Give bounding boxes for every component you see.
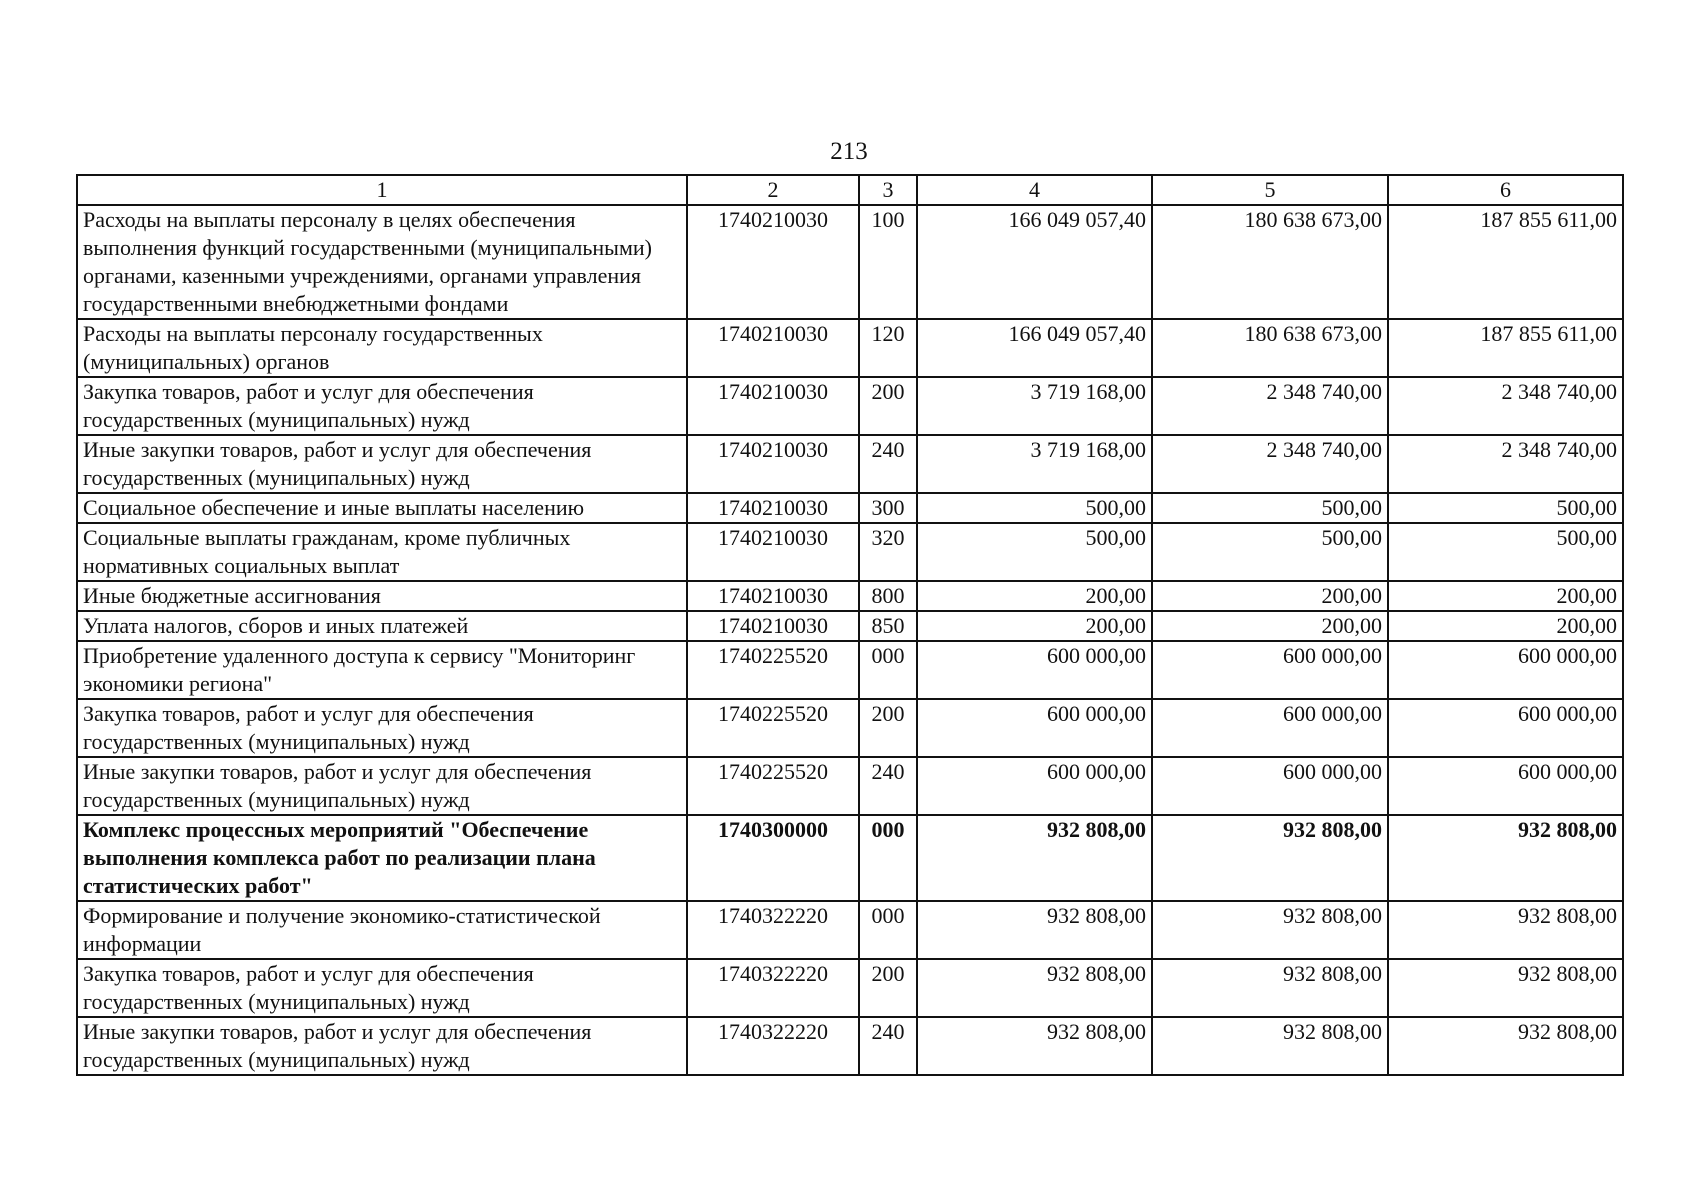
row-amount-col5: 200,00 [1152,611,1388,641]
row-expense-type: 240 [859,757,917,815]
row-amount-col6: 600 000,00 [1388,699,1623,757]
row-amount-col6: 932 808,00 [1388,1017,1623,1075]
table-row [77,959,1623,1017]
row-amount-col5: 600 000,00 [1152,757,1388,815]
row-target-code: 1740225520 [687,757,859,815]
row-target-code: 1740322220 [687,901,859,959]
row-amount-col5: 932 808,00 [1152,1017,1388,1075]
row-amount-col6: 600 000,00 [1388,641,1623,699]
table-row [77,523,1623,581]
row-target-code: 1740210030 [687,523,859,581]
row-amount-col5: 200,00 [1152,581,1388,611]
row-amount-col5: 500,00 [1152,523,1388,581]
row-amount-col4: 3 719 168,00 [917,377,1152,435]
row-expense-type: 320 [859,523,917,581]
row-amount-col5: 600 000,00 [1152,641,1388,699]
row-target-code: 1740210030 [687,205,859,319]
row-target-code: 1740210030 [687,435,859,493]
row-target-code: 1740225520 [687,699,859,757]
row-amount-col4: 932 808,00 [917,901,1152,959]
row-amount-col6: 932 808,00 [1388,901,1623,959]
row-expense-type: 100 [859,205,917,319]
table-row [77,377,1623,435]
row-amount-col6: 2 348 740,00 [1388,435,1623,493]
row-amount-col4: 3 719 168,00 [917,435,1152,493]
row-amount-col4: 200,00 [917,581,1152,611]
row-expense-type: 300 [859,493,917,523]
row-target-code: 1740210030 [687,377,859,435]
table-row [77,1017,1623,1075]
row-description: Закупка товаров, работ и услуг для обеспечения государственных (муниципальных) нужд [77,699,687,757]
row-description: Иные закупки товаров, работ и услуг для обеспечения государственных (муниципальных) нужд [77,435,687,493]
budget-table [76,174,1624,1076]
row-amount-col5: 180 638 673,00 [1152,205,1388,319]
row-description: Социальное обеспечение и иные выплаты населению [77,493,687,523]
row-amount-col4: 600 000,00 [917,757,1152,815]
row-target-code: 1740300000 [687,815,859,901]
row-target-code: 1740322220 [687,1017,859,1075]
row-amount-col6: 200,00 [1388,611,1623,641]
row-description: Иные закупки товаров, работ и услуг для обеспечения государственных (муниципальных) нужд [77,1017,687,1075]
row-amount-col6: 600 000,00 [1388,757,1623,815]
row-amount-col6: 200,00 [1388,581,1623,611]
row-amount-col4: 932 808,00 [917,815,1152,901]
row-amount-col6: 187 855 611,00 [1388,319,1623,377]
row-amount-col5: 2 348 740,00 [1152,377,1388,435]
table-row [77,699,1623,757]
row-description: Иные закупки товаров, работ и услуг для обеспечения государственных (муниципальных) нужд [77,757,687,815]
row-amount-col4: 166 049 057,40 [917,205,1152,319]
table-header-row [77,175,1623,205]
row-expense-type: 000 [859,815,917,901]
table-row [77,611,1623,641]
row-amount-col6: 500,00 [1388,523,1623,581]
row-expense-type: 200 [859,377,917,435]
row-expense-type: 240 [859,1017,917,1075]
row-expense-type: 200 [859,959,917,1017]
row-target-code: 1740210030 [687,581,859,611]
row-target-code: 1740210030 [687,319,859,377]
row-amount-col5: 2 348 740,00 [1152,435,1388,493]
table-row [77,641,1623,699]
row-amount-col4: 500,00 [917,493,1152,523]
row-amount-col4: 500,00 [917,523,1152,581]
row-description: Закупка товаров, работ и услуг для обеспечения государственных (муниципальных) нужд [77,377,687,435]
row-expense-type: 800 [859,581,917,611]
table-row [77,815,1623,901]
row-amount-col6: 932 808,00 [1388,959,1623,1017]
row-amount-col6: 187 855 611,00 [1388,205,1623,319]
row-description: Приобретение удаленного доступа к сервису "Мониторинг экономики региона" [77,641,687,699]
row-expense-type: 000 [859,901,917,959]
row-target-code: 1740322220 [687,959,859,1017]
table-row [77,757,1623,815]
column-header-4: 4 [917,175,1152,205]
row-description: Комплекс процессных мероприятий "Обеспечение выполнения комплекса работ по реализации плана статистических работ" [77,815,687,901]
table-row [77,493,1623,523]
row-amount-col4: 600 000,00 [917,641,1152,699]
row-target-code: 1740210030 [687,611,859,641]
row-expense-type: 120 [859,319,917,377]
row-amount-col4: 166 049 057,40 [917,319,1152,377]
row-amount-col4: 200,00 [917,611,1152,641]
row-expense-type: 200 [859,699,917,757]
row-target-code: 1740210030 [687,493,859,523]
row-expense-type: 000 [859,641,917,699]
table-row [77,901,1623,959]
row-description: Закупка товаров, работ и услуг для обеспечения государственных (муниципальных) нужд [77,959,687,1017]
table-row [77,581,1623,611]
row-amount-col6: 500,00 [1388,493,1623,523]
row-description: Расходы на выплаты персоналу государственных (муниципальных) органов [77,319,687,377]
page-number: 213 [830,138,868,165]
row-amount-col5: 600 000,00 [1152,699,1388,757]
table-row [77,319,1623,377]
column-header-5: 5 [1152,175,1388,205]
table-row [77,205,1623,319]
table-row [77,435,1623,493]
column-header-1: 1 [77,175,687,205]
row-description: Иные бюджетные ассигнования [77,581,687,611]
row-amount-col5: 932 808,00 [1152,901,1388,959]
row-description: Формирование и получение экономико-статистической информации [77,901,687,959]
row-description: Расходы на выплаты персоналу в целях обеспечения выполнения функций государственными (муниципальными) органами, казенными учреждениями, органами управления государственными внебюджетными фондами [77,205,687,319]
row-amount-col5: 932 808,00 [1152,959,1388,1017]
row-amount-col4: 600 000,00 [917,699,1152,757]
row-target-code: 1740225520 [687,641,859,699]
table-body [77,205,1623,1075]
row-description: Социальные выплаты гражданам, кроме публичных нормативных социальных выплат [77,523,687,581]
row-amount-col4: 932 808,00 [917,1017,1152,1075]
row-expense-type: 240 [859,435,917,493]
column-header-2: 2 [687,175,859,205]
row-amount-col4: 932 808,00 [917,959,1152,1017]
row-amount-col5: 500,00 [1152,493,1388,523]
row-expense-type: 850 [859,611,917,641]
column-header-3: 3 [859,175,917,205]
row-amount-col5: 180 638 673,00 [1152,319,1388,377]
row-amount-col5: 932 808,00 [1152,815,1388,901]
row-amount-col6: 2 348 740,00 [1388,377,1623,435]
column-header-6: 6 [1388,175,1623,205]
row-amount-col6: 932 808,00 [1388,815,1623,901]
row-description: Уплата налогов, сборов и иных платежей [77,611,687,641]
